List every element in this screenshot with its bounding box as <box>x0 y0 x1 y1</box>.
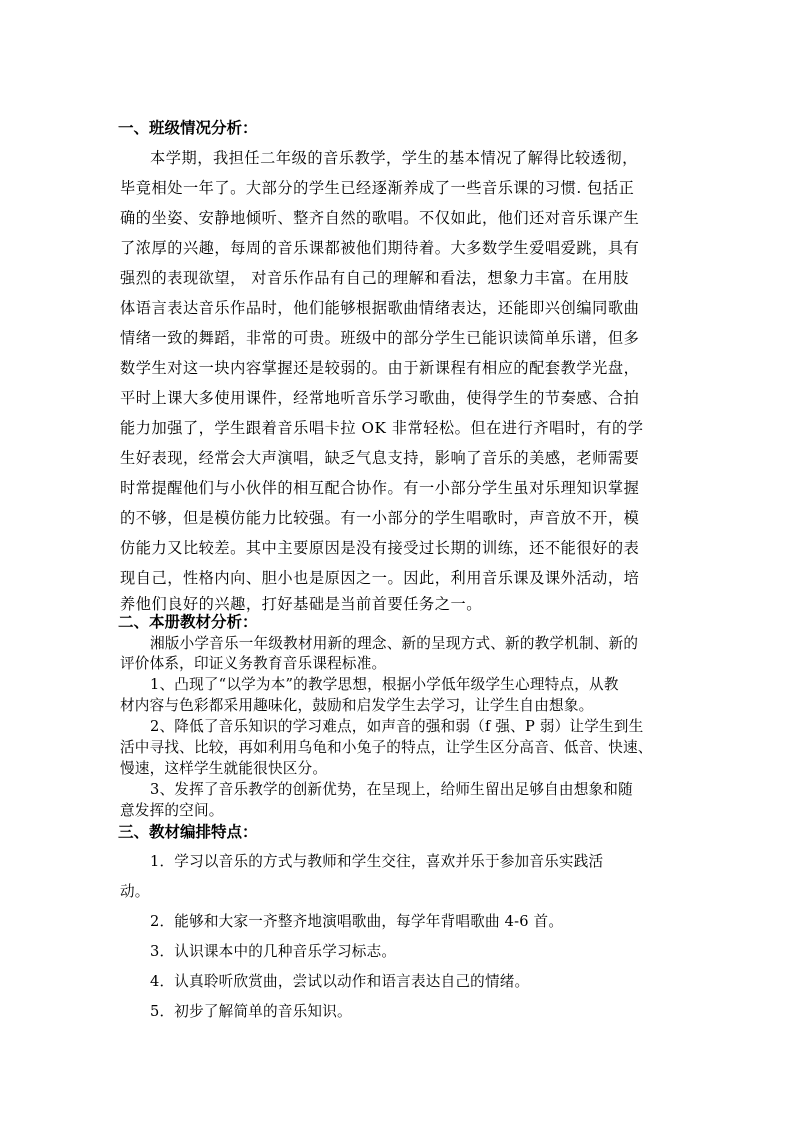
paragraph-line: 材内容与色彩都采用趣味化，鼓励和启发学生去学习，让学生自由想象。 <box>120 697 594 714</box>
paragraph-line: 1、凸现了“以学为本”的教学思想，根据小学低年级学生心理特点，从教 <box>150 676 619 693</box>
list-item-continuation: 动。 <box>120 883 150 900</box>
paragraph-line: 情绪一致的舞蹈，非常的可贵。班级中的部分学生已能识读简单乐谱，但多 <box>120 329 640 347</box>
paragraph-line: 确的坐姿、安静地倾听、整齐自然的歌唱。不仅如此，他们还对音乐课产生 <box>120 209 640 227</box>
list-item: 4．认真聆听欣赏曲，尝试以动作和语言表达自己的情绪。 <box>150 973 530 990</box>
paragraph-line: 养他们良好的兴趣，打好基础是当前首要任务之一。 <box>120 595 482 613</box>
list-item: 1．学习以音乐的方式与教师和学生交往，喜欢并乐于参加音乐实践活 <box>150 853 604 870</box>
paragraph-line: 生好表现，经常会大声演唱，缺乏气息支持，影响了音乐的美感，老师需要 <box>120 449 640 467</box>
paragraph-line: 慢速，这样学生就能很快区分。 <box>120 760 328 777</box>
list-item: 2．能够和大家一齐整齐地演唱歌曲，每学年背唱歌曲 4-6 首。 <box>150 913 564 930</box>
paragraph-line: 时常提醒他们与小伙伴的相互配合协作。有一小部分学生虽对乐理知识掌握 <box>120 479 640 497</box>
paragraph-line: 数学生对这一块内容掌握还是较弱的。由于新课程有相应的配套教学光盘， <box>120 359 640 377</box>
paragraph-line: 本学期，我担任二年级的音乐教学，学生的基本情况了解得比较透彻， <box>150 149 638 167</box>
paragraph-line: 3、发挥了音乐教学的创新优势，在呈现上，给师生留出足够自由想象和随 <box>150 781 633 798</box>
paragraph-line: 现自己，性格内向、胆小也是原因之一。因此，利用音乐课及课外活动，培 <box>120 569 640 587</box>
paragraph-line: 强烈的表现欲望， 对音乐作品有自己的理解和看法，想象力丰富。在用肢 <box>120 269 629 287</box>
list-item: 5．初步了解简单的音乐知识。 <box>150 1003 352 1020</box>
paragraph-line: 评价体系，印证义务教育音乐课程标准。 <box>120 655 387 672</box>
paragraph-line: 意发挥的空间。 <box>120 802 224 819</box>
paragraph-line: 能力加强了，学生跟着音乐唱卡拉 OK 非常轻松。但在进行齐唱时，有的学 <box>120 419 644 437</box>
paragraph-line: 2、降低了音乐知识的学习难点，如声音的强和弱（f 强、P 弱）让学生到生 <box>150 718 644 735</box>
paragraph-line: 仿能力又比较差。其中主要原因是没有接受过长期的训练，还不能很好的表 <box>120 539 640 557</box>
paragraph-line: 了浓厚的兴趣，每周的音乐课都被他们期待着。大多数学生爱唱爱跳，具有 <box>120 239 640 257</box>
paragraph-line: 毕竟相处一年了。大部分的学生已经逐渐养成了一些音乐课的习惯. 包括正 <box>120 179 635 197</box>
paragraph-line: 的不够，但是模仿能力比较强。有一小部分的学生唱歌时，声音放不开，模 <box>120 509 640 527</box>
list-item: 3．认识课本中的几种音乐学习标志。 <box>150 943 397 960</box>
paragraph-line: 平时上课大多使用课件，经常地听音乐学习歌曲，使得学生的节奏感、合拍 <box>120 389 640 407</box>
paragraph-line: 活中寻找、比较，再如利用乌龟和小兔子的特点，让学生区分高音、低音、快速、 <box>120 739 653 756</box>
paragraph-line: 湘版小学音乐一年级教材用新的理念、新的呈现方式、新的教学机制、新的 <box>150 635 639 652</box>
paragraph-line: 体语言表达音乐作品时，他们能够根据歌曲情绪表达，还能即兴创编同歌曲 <box>120 299 640 317</box>
section-heading-textbook-analysis: 二、本册教材分析： <box>118 612 258 631</box>
section-heading-class-analysis: 一、班级情况分析： <box>118 118 258 137</box>
section-heading-arrangement-features: 三、教材编排特点： <box>118 822 258 841</box>
